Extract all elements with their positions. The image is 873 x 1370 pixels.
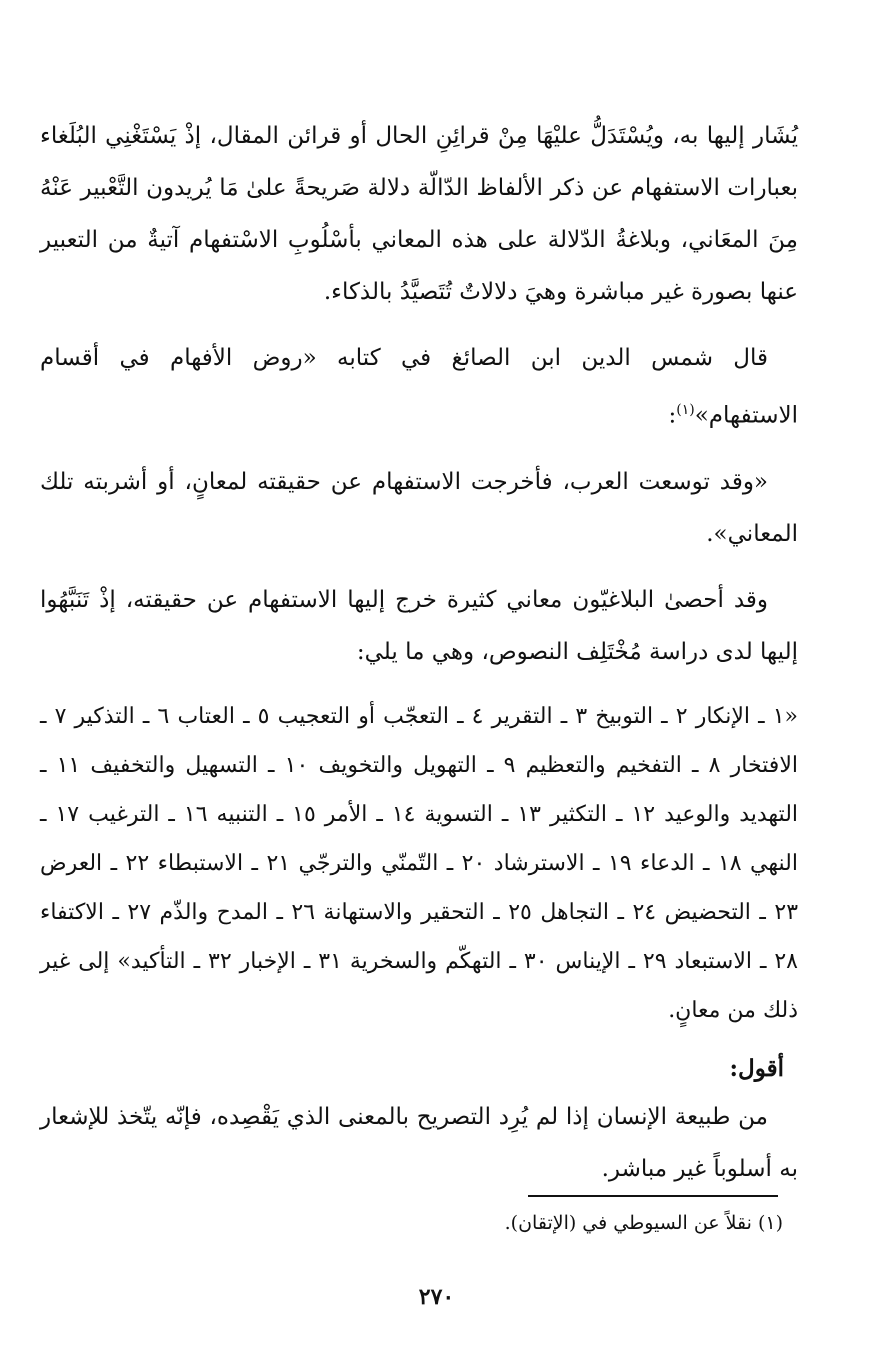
page-body — [40, 110, 798, 1209]
paragraph-5: من طبيعة الإنسان إذا لم يُرِد التصريح بالمعنى الذي يَقْصِده، فإنّه يتّخذ للإشعار به أسلوباً غير مباشر. — [40, 1103, 798, 1182]
paragraph-1: يُشَار إليها به، ويُسْتَدَلُّ عليْهَا مِنْ قرائِنِ الحال أو قرائن المقال، إذْ يَسْتَغْنِي البُلَغاء بعبارات الاستفهام عن ذكر الألفاظ الدّالّة دلالة صَريحةً علىٰ مَا يُريدون التَّعْبير عَنْهُ مِنَ المعَاني، وبلاغةُ الدّلالة على هذه المعاني بأسْلُوبِ الاسْتفهام آتيةٌ من التعبير عنها بصورة غير مباشرة وهيَ دلالاتٌ تُتَصيَّدُ بالذكاء. — [40, 123, 798, 305]
paragraph-2 — [40, 332, 798, 442]
paragraph-2-text: قال شمس الدين ابن الصائغ في كتابه «روض الأفهام في أقسام الاستفهام» — [40, 345, 798, 429]
paragraph-2-colon: : — [668, 402, 677, 429]
footnote-divider — [528, 1195, 778, 1197]
paragraph-4: وقد أحصىٰ البلاغيّون معاني كثيرة خرج إليها الاستفهام عن حقيقته، إذْ تَنَبَّهُوا إليها لدى دراسة مُخْتَلِف النصوص، وهي ما يلي: — [40, 586, 798, 665]
page-number: ٢٧٠ — [418, 1284, 455, 1310]
footnote: (١) نقلاً عن السيوطي في (الإتقان). — [504, 1212, 783, 1234]
section-heading: أقول: — [729, 1054, 784, 1082]
meanings-list: «١ ـ الإنكار ٢ ـ التوبيخ ٣ ـ التقرير ٤ ـ التعجّب أو التعجيب ٥ ـ العتاب ٦ ـ التذكير ٧ ـ الافتخار ٨ ـ التفخيم والتعظيم ٩ ـ التهويل والتخويف ١٠ ـ التسهيل والتخفيف ١١ ـ التهديد والوعيد ١٢ ـ التكثير ١٣ ـ التسوية ١٤ ـ الأمر ١٥ ـ التنبيه ١٦ ـ الترغيب ١٧ ـ النهي ١٨ ـ الدعاء ١٩ ـ الاسترشاد ٢٠ ـ التّمنّي والترجّي ٢١ ـ الاستبطاء ٢٢ ـ العرض ٢٣ ـ التحضيض ٢٤ ـ التجاهل ٢٥ ـ التحقير والاستهانة ٢٦ ـ المدح والذّم ٢٧ ـ الاكتفاء ٢٨ ـ الاستبعاد ٢٩ ـ الإيناس ٣٠ ـ التهكّم والسخرية ٣١ ـ الإخبار ٣٢ ـ التأكيد» إلى غير ذلك من معانٍ. — [40, 703, 799, 1023]
footnote-marker: (١) — [676, 402, 695, 418]
quote-paragraph: «وقد توسعت العرب، فأخرجت الاستفهام عن حقيقته لمعانٍ، أو أشربته تلك المعاني». — [40, 468, 798, 547]
